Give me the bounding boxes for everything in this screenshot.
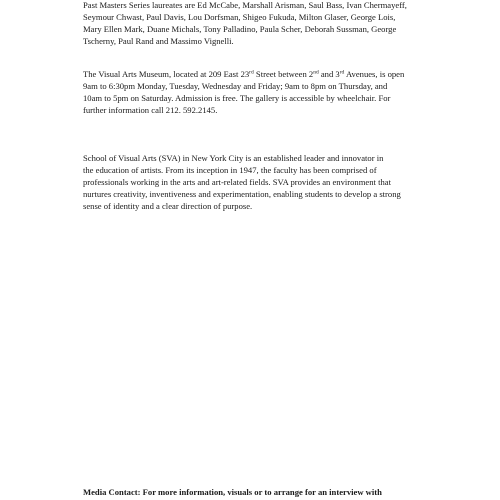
laureates-paragraph (83, 0, 428, 48)
ordinal-suffix: nd (313, 69, 319, 76)
media-contact: Media Contact: For more information, visuals or to arrange for an interview with (83, 487, 382, 497)
museum-hours-line: 9am to 6:30pm Monday, Tuesday, Wednesday and Friday; 9am to 8pm on Thursday, and (83, 80, 388, 91)
laureates-line: Mary Ellen Mark, Duane Michals, Tony Palladino, Paula Scher, Deborah Sussman, George (83, 23, 397, 34)
museum-address-text: Street between 2 (253, 69, 314, 79)
museum-hours-line: 10am to 5pm on Saturday. Admission is free. The gallery is accessible by wheelchair. For (83, 92, 391, 103)
sva-line: professionals working in the arts and art-related fields. SVA provides an environment that (83, 176, 391, 187)
ordinal-suffix: rd (249, 69, 254, 76)
museum-phone-line: further information call 212. 592.2145. (83, 104, 218, 115)
museum-address-text: Avenues, is open (344, 69, 405, 79)
ordinal-suffix: rd (339, 69, 345, 76)
museum-info-paragraph (83, 69, 428, 117)
laureates-line: Seymour Chwast, Paul Davis, Lou Dorfsman, Shigeo Fukuda, Milton Glaser, George Lois, (83, 11, 396, 22)
museum-address-text: and 3 (318, 69, 340, 79)
museum-address-text: The Visual Arts Museum, located at 209 East 23 (83, 69, 250, 79)
sva-line: the education of artists. From its inception in 1947, the faculty has been comprised of (83, 164, 377, 175)
sva-line: sense of identity and a clear direction of purpose. (83, 200, 253, 211)
museum-address-line (83, 69, 428, 81)
laureates-line: Tscherny, Paul Rand and Massimo Vignelli. (83, 35, 234, 46)
sva-line: School of Visual Arts (SVA) in New York City is an established leader and innovator in (83, 153, 384, 163)
sva-line: nurtures creativity, inventiveness and experimentation, enabling students to develop a strong (83, 188, 401, 199)
sva-description-paragraph (83, 153, 428, 213)
laureates-line: Past Masters Series laureates are Ed McCabe, Marshall Arisman, Saul Bass, Ivan Chermayeff, (83, 0, 407, 10)
